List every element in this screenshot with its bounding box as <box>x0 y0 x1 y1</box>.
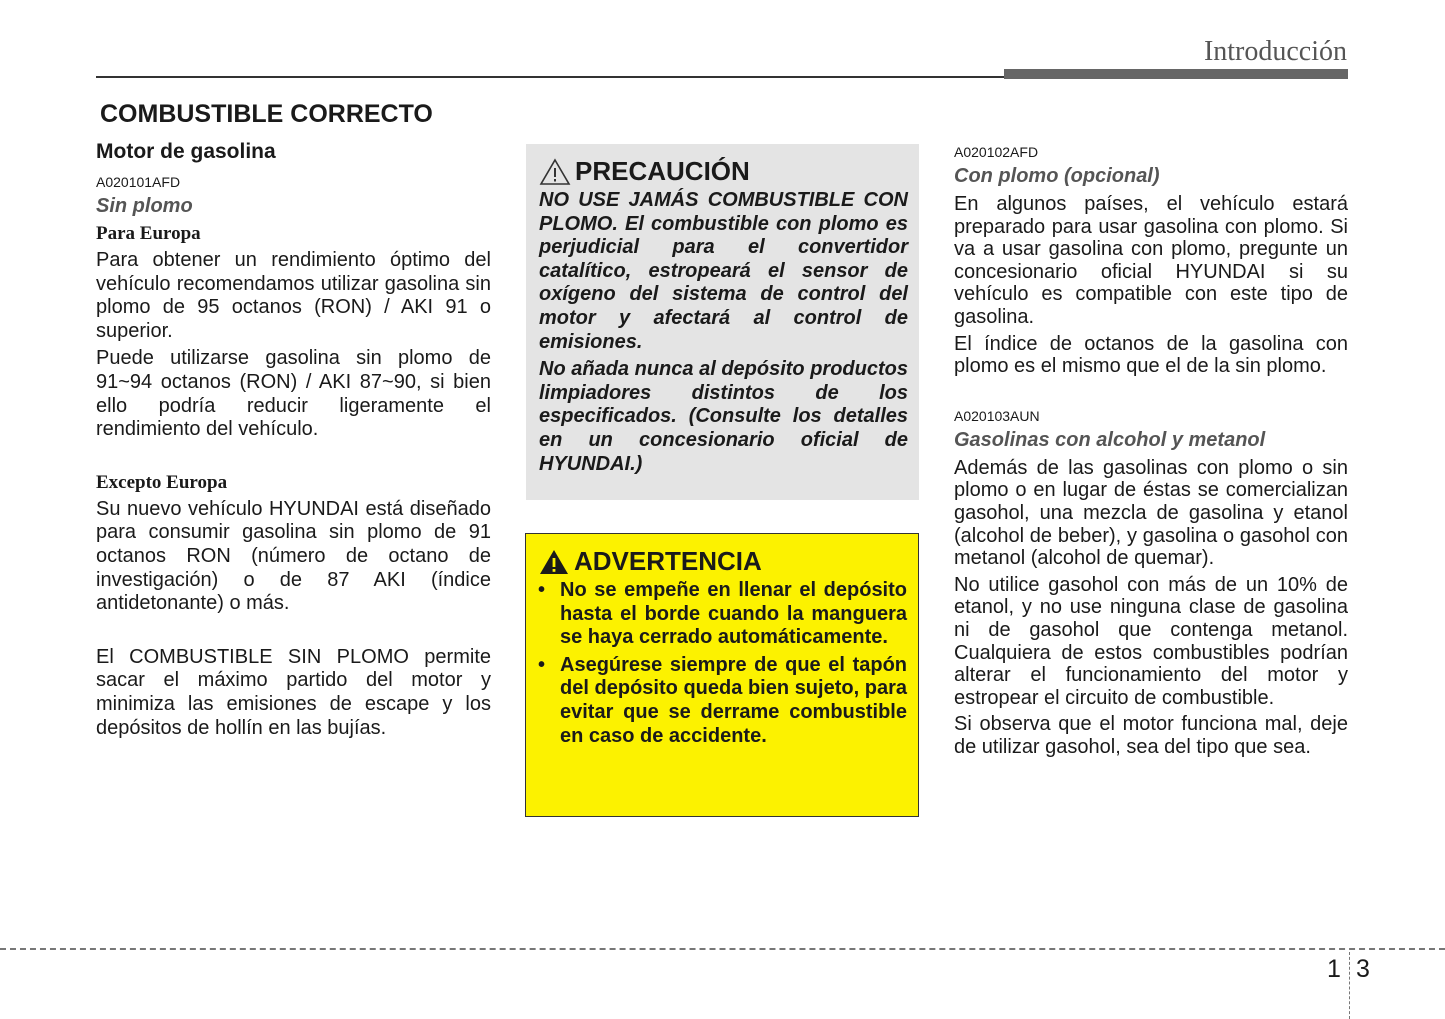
unleaded-heading: Sin plomo <box>96 195 193 217</box>
warning-item <box>538 579 907 650</box>
warning-list <box>538 579 907 748</box>
leaded-heading: Con plomo (opcional) <box>954 165 1160 187</box>
engine-heading: Motor de gasolina <box>96 140 276 163</box>
warning-item <box>538 654 907 748</box>
caution-triangle-icon <box>539 158 571 186</box>
warning-title: ADVERTENCIA <box>574 546 762 576</box>
paragraph: Su nuevo vehículo HYUNDAI está diseñado para consumir gasolina sin plomo de 91 octanos RON (número de octano de investigación) o de 87 AKI (índice antidetonante) o más. <box>96 497 491 615</box>
caution-title: PRECAUCIÓN <box>575 156 750 186</box>
chapter-number: 1 <box>1327 955 1341 983</box>
header-title: Introducción <box>1203 36 1347 67</box>
page-number: 3 <box>1356 955 1370 983</box>
warning-item-text: Asegúrese siempre de que el tapón del depósito queda bien sujeto, para evitar que se derrame combustible en caso de accidente. <box>560 653 907 747</box>
caution-paragraph: No añada nunca al depósito productos limpiadores distintos de los especificados. (Consulte los detalles en un concesionario oficial de HYUNDAI.) <box>539 358 908 475</box>
spacer <box>96 620 491 646</box>
alcohol-heading: Gasolinas con alcohol y metanol <box>954 428 1266 451</box>
warning-triangle-icon <box>538 548 570 576</box>
section-title: COMBUSTIBLE CORRECTO <box>100 100 433 128</box>
warning-box <box>525 533 919 817</box>
paragraph: Para obtener un rendimiento óptimo del vehículo recomendamos utilizar gasolina sin plomo de 95 octanos (RON) / AKI 91 o superior. <box>96 249 491 342</box>
spacer <box>96 446 491 472</box>
left-column <box>96 140 491 744</box>
paragraph: Si observa que el motor funciona mal, deje de utilizar gasohol, sea del tipo que sea. <box>954 713 1348 758</box>
warning-item-text: No se empeñe en llenar el depósito hasta el borde cuando la manguera se haya cerrado automáticamente. <box>560 579 907 649</box>
paragraph: En algunos países, el vehículo estará preparado para usar gasolina con plomo. Si va a usar gasolina con plomo, pregunte un concesionario oficial HYUNDAI si su vehículo es compatible con este tipo de gasolina. <box>954 193 1348 328</box>
bullet: • <box>538 579 546 601</box>
paragraph: Puede utilizarse gasolina sin plomo de 91~94 octanos (RON) / AKI 87~90, si bien ello podría reducir ligeramente el rendimiento del vehículo. <box>96 347 491 441</box>
reference-code: A020102AFD <box>954 144 1039 160</box>
header-rule <box>96 76 1006 78</box>
caution-paragraph: NO USE JAMÁS COMBUSTIBLE CON PLOMO. El combustible con plomo es perjudicial para el convertidor catalítico, estropeará el sensor de oxígeno del sistema de control del motor y afectará al control de emisiones. <box>539 189 908 353</box>
caution-title-row <box>539 156 908 187</box>
paragraph: No utilice gasohol con más de un 10% de etanol, y no use ninguna clase de gasolina ni de gasohol que contenga metanol. Cualquiera de estos combustibles podrían alterar el funcionamiento del motor y estropear el circuito de combustible. <box>954 573 1348 709</box>
europe-heading: Para Europa <box>96 223 201 244</box>
header-bar <box>1004 69 1348 79</box>
paragraph: Además de las gasolinas con plomo o sin plomo o en lugar de éstas se comercializan gasohol, una mezcla de gasolina y etanol (alcohol de beber), y gasolina o gasohol con metanol (alcohol de quemar). <box>954 456 1348 570</box>
except-europe-heading: Excepto Europa <box>96 471 228 493</box>
footer-divider <box>0 948 1445 950</box>
reference-code: A020101AFD <box>96 174 181 190</box>
reference-code: A020103AUN <box>954 407 1040 424</box>
paragraph: El índice de octanos de la gasolina con plomo es el mismo que el de la sin plomo. <box>954 332 1348 378</box>
right-column <box>954 144 1348 762</box>
spacer <box>954 382 1348 408</box>
bullet: • <box>538 653 546 676</box>
page-number-separator <box>1349 952 1350 1019</box>
caution-box <box>526 144 919 500</box>
warning-title-row <box>538 546 907 577</box>
paragraph: El COMBUSTIBLE SIN PLOMO permite sacar el máximo partido del motor y minimiza las emisiones de escape y los depósitos de hollín en las bujías. <box>96 645 491 739</box>
